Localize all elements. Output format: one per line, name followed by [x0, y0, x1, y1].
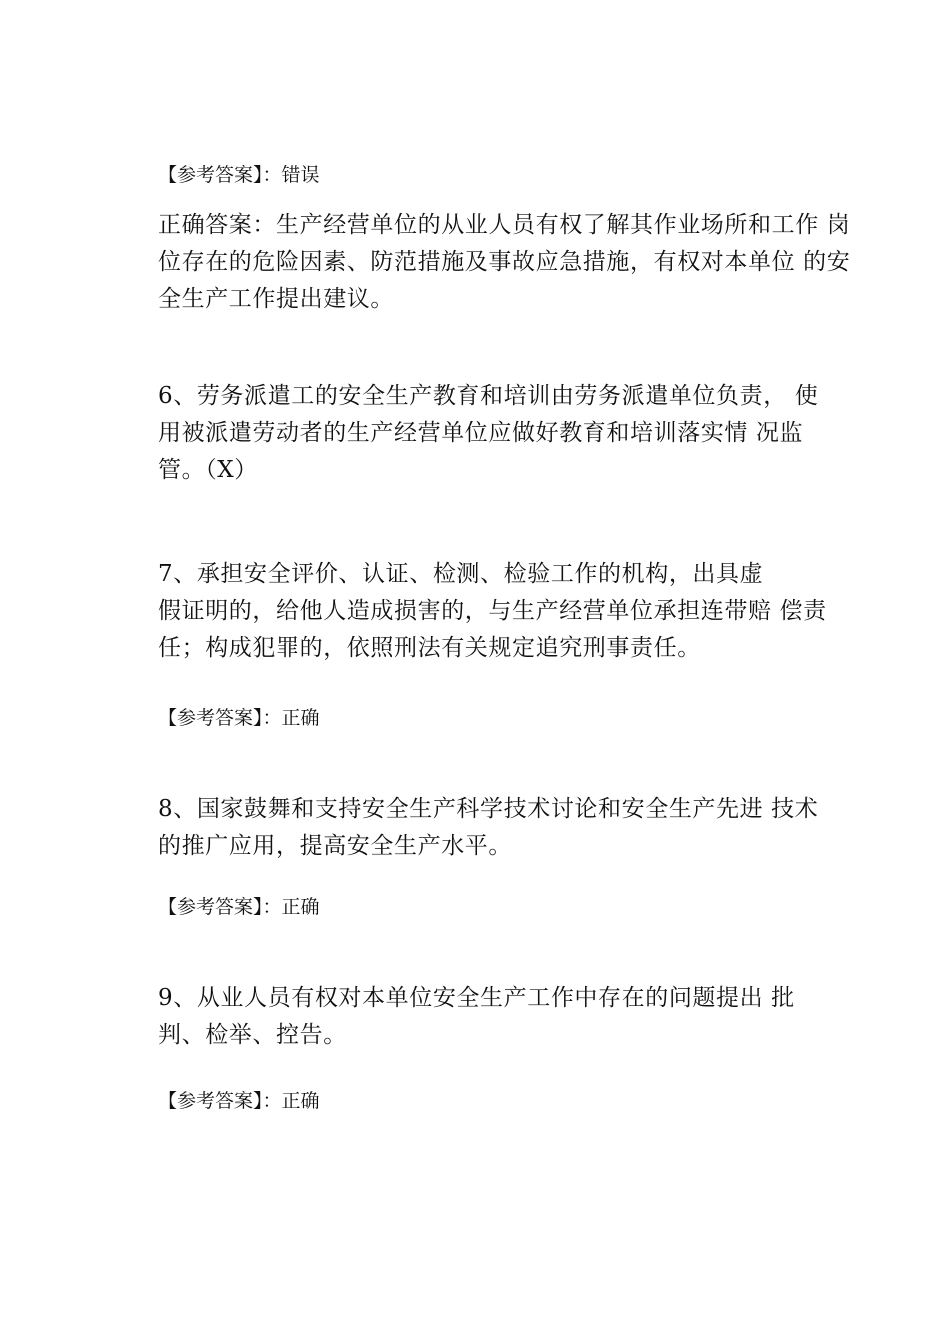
paragraph-line: 用被派遣劳动者的生产经营单位应做好教育和培训落实情 况监 [158, 420, 804, 446]
reference-answer: 【参考答案】：正确 [158, 1090, 320, 1112]
explanation-paragraph [158, 207, 863, 318]
paragraph-line: 9、从业人员有权对本单位安全生产工作中存在的问题提出 批 [158, 985, 795, 1011]
paragraph-line: 7、承担安全评价、认证、检测、检验工作的机构，出具虚 [158, 561, 764, 587]
paragraph-line: 位存在的危险因素、防范措施及事故应急措施，有权对本单位 的安 [158, 249, 851, 275]
paragraph-line: 管。（X） [158, 457, 258, 483]
paragraph-line: 假证明的，给他人造成损害的，与生产经营单位承担连带赔 偿责 [158, 598, 827, 624]
paragraph-line: 的推广应用，提高安全生产水平。 [158, 833, 512, 859]
paragraph-line: 任；构成犯罪的，依照刑法有关规定追究刑事责任。 [158, 635, 701, 661]
question-8 [158, 791, 863, 865]
paragraph-line: 8、国家鼓舞和支持安全生产科学技术讨论和安全生产先进 技术 [158, 796, 819, 822]
reference-answer: 【参考答案】：正确 [158, 707, 320, 729]
paragraph-line: 判、检举、控告。 [158, 1022, 347, 1048]
reference-answer: 【参考答案】：错误 [158, 164, 320, 186]
question-6 [158, 378, 863, 489]
paragraph-line: 正确答案：生产经营单位的从业人员有权了解其作业场所和工作 岗 [158, 212, 851, 238]
paragraph-line: 6、劳务派遣工的安全生产教育和培训由劳务派遣单位负责， 使 [158, 383, 819, 409]
reference-answer: 【参考答案】：正确 [158, 896, 320, 918]
question-7 [158, 556, 863, 667]
question-9 [158, 980, 863, 1054]
paragraph-line: 全生产工作提出建议。 [158, 286, 394, 312]
